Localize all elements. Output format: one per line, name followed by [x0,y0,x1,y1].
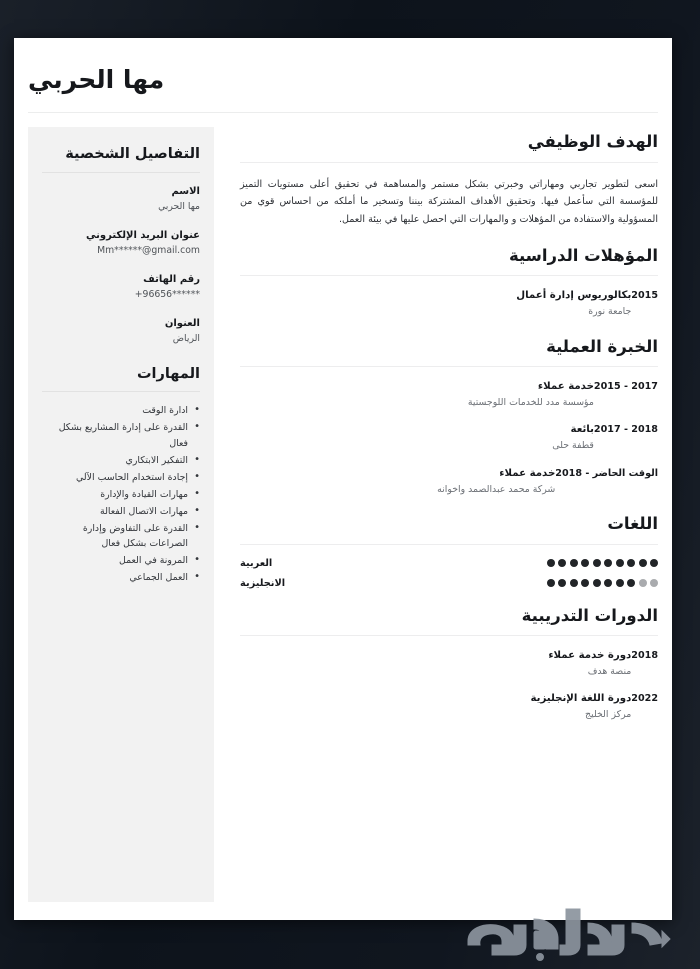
section-divider [42,172,200,173]
personal-detail-list [42,184,200,347]
level-dot [593,579,601,587]
skill-item: • إجادة استخدام الحاسب الآلي [42,470,200,485]
skill-item: • العمل الجماعي [42,570,200,585]
resume-columns [14,113,672,902]
section-personal-details [42,145,200,346]
entry-main [240,649,631,679]
resume-page [14,38,672,920]
skill-item: • مهارات الاتصال الفعالة [42,504,200,519]
skill-item: • التفكير الابتكاري [42,453,200,468]
language-name: الانجليزية [240,577,286,589]
entry-date: 2017 - 2018 [593,424,658,436]
section-title-objective: الهدف الوظيفي [527,132,658,152]
section-title-education: المؤهلات الدراسية [508,245,658,265]
section-title-skills: المهارات [136,365,200,382]
language-row [240,578,658,589]
level-dot [627,579,635,587]
entry-main [240,289,631,319]
entry-subtitle: مؤسسة مدد للخدمات اللوجستية [467,396,594,408]
sidebar-panel [28,127,214,902]
entry-title: دورة خدمة عملاء [548,650,632,662]
entry-date: 2015 [631,290,658,302]
education-entry-list [240,289,658,319]
course-entry [240,692,658,722]
section-experience [240,336,658,498]
entry-subtitle: مركز الخليج [584,709,632,721]
section-divider [240,544,658,545]
section-divider [240,635,658,636]
level-dot [639,579,647,587]
level-dot [639,559,647,567]
language-row [240,558,658,569]
detail-label: الاسم [171,186,200,198]
detail-label: العنوان [164,317,200,329]
entry-date: 2018 [631,650,658,662]
entry-subtitle: شركة محمد عبدالصمد واخوانه [437,483,556,495]
entry-subtitle: جامعة نورة [588,306,632,318]
entry-main [240,692,631,722]
entry-title: خدمة عملاء [499,467,556,479]
entry-date: الوقت الحاضر - 2018 [555,467,658,479]
section-languages [240,513,658,588]
detail-label: رقم الهاتف [143,273,200,285]
detail-value: +96656****** [134,288,200,300]
detail-value: مها الحربي [158,201,200,213]
entry-title: بائعة [570,424,594,436]
detail-value: الرياض [172,332,200,344]
level-dot [593,559,601,567]
section-title-personal-details: التفاصيل الشخصية [65,146,200,163]
level-dot [616,559,624,567]
level-dot [547,579,555,587]
personal-detail-field [42,184,200,215]
level-dot [558,579,566,587]
entry-title: دورة اللغة الإنجليزية [530,693,632,705]
level-dot [627,559,635,567]
section-courses [240,605,658,723]
skill-item: • القدرة على التفاوض وإدارة الصراعات بشكل فعال [42,521,200,551]
education-entry [240,289,658,319]
level-dot [616,579,624,587]
section-title-experience: الخبرة العملية [546,336,658,356]
entry-title: خدمة عملاء [537,381,594,393]
section-skills [42,365,200,585]
skills-list [42,403,200,585]
section-title-languages: اللغات [607,514,658,534]
level-dot [604,559,612,567]
experience-entry-list [240,380,658,497]
experience-entry [240,467,658,497]
level-dot [581,559,589,567]
personal-detail-field [42,228,200,259]
skill-item: • مهارات القيادة والإدارة [42,487,200,502]
level-dot [570,559,578,567]
resume-header [14,38,672,113]
section-divider [240,162,658,163]
page-title: مها الحربي [28,65,165,94]
level-dot [650,559,658,567]
entry-main [240,467,555,497]
level-dot [570,579,578,587]
course-entry [240,649,658,679]
level-dot [558,559,566,567]
main-column [214,113,658,739]
entry-date: 2022 [631,693,658,705]
section-objective [240,131,658,229]
level-dot [581,579,589,587]
entry-date: 2015 - 2017 [593,381,658,393]
section-divider [42,391,200,392]
language-list [240,558,658,589]
section-divider [240,366,658,367]
skill-item: • المرونة في العمل [42,553,200,568]
entry-title: بكالوريوس إدارة أعمال [516,290,632,302]
entry-main [240,380,594,410]
personal-detail-field [42,272,200,303]
experience-entry [240,423,658,453]
level-dot [650,579,658,587]
entry-main [240,423,594,453]
skill-item: • ادارة الوقت [42,403,200,418]
language-level-dots [547,579,659,587]
detail-value: Mm******@gmail.com [97,244,200,256]
entry-subtitle: منصة هدف [587,665,632,677]
entry-subtitle: قطفة حلى [552,440,594,452]
level-dot [604,579,612,587]
language-name: العربية [240,557,273,569]
section-title-courses: الدورات التدريبية [521,605,658,625]
language-level-dots [547,559,659,567]
detail-label: عنوان البريد الإلكتروني [86,229,200,241]
level-dot [547,559,555,567]
experience-entry [240,380,658,410]
courses-entry-list [240,649,658,723]
section-divider [240,275,658,276]
section-education [240,245,658,320]
personal-detail-field [42,316,200,347]
objective-paragraph: اسعى لتطوير تجاربي ومهاراتي وخبرتي بشكل مستمر والمساهمة في تحقيق أعلى مستويات التميز للمؤسسة التي سأعمل فيها. وتحقيق الأهداف المشتركة بيننا وتسخير ما أملكه من احساس قوي من المسؤولية والاستفادة من المؤهلات و والمهارات التي احصل عليها في بيئة العمل. [240,178,658,226]
skill-item: • القدرة على إدارة المشاريع بشكل فعال [42,420,200,450]
